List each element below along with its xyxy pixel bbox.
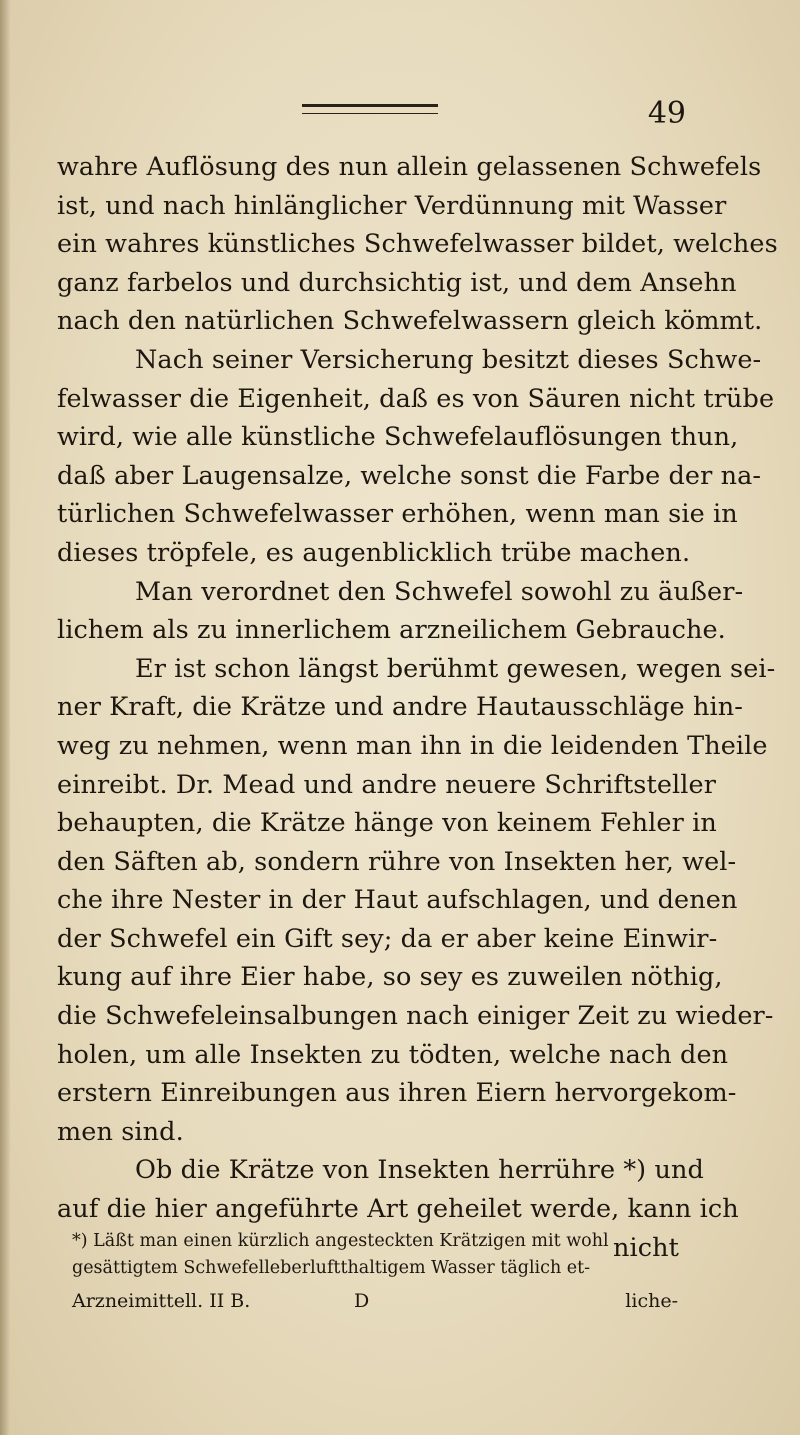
text-line: nach den natürlichen Schwefelwassern gleich kömmt.	[57, 306, 763, 337]
text-line: ist, und nach hinlänglicher Verdünnung mit Wasser	[57, 190, 727, 221]
text-line: auf die hier angeführte Art geheilet werde, kann ich	[57, 1194, 739, 1225]
text-line: Man verordnet den Schwefel sowohl zu äußer-	[135, 576, 744, 607]
text-line: der Schwefel ein Gift sey; da er aber keine Einwir-	[57, 923, 718, 954]
text-line: einreibt. Dr. Mead und andre neuere Schriftsteller	[57, 769, 717, 800]
text-line: türlichen Schwefelwasser erhöhen, wenn man sie in	[57, 499, 738, 530]
signature-mark: D	[354, 1290, 370, 1312]
text-line: men sind.	[57, 1116, 184, 1147]
text-line: lichem als zu innerlichem arzneilichem Gebrauche.	[57, 615, 726, 646]
footnote	[72, 1228, 680, 1282]
text-line: Ob die Krätze von Insekten herrühre *) und	[135, 1155, 704, 1186]
signature-row	[72, 1284, 678, 1318]
footnote-catchword: liche-	[625, 1290, 678, 1312]
text-line: wahre Auflösung des nun allein gelassenen Schwefels	[57, 152, 762, 182]
header-rule	[302, 104, 438, 114]
text-line: ner Kraft, die Krätze und andre Hautausschläge hin-	[57, 692, 743, 723]
text-line: kung auf ihre Eier habe, so sey es zuweilen nöthig,	[57, 962, 723, 993]
text-line: die Schwefeleinsalbungen nach einiger Zeit zu wieder-	[57, 1001, 774, 1032]
text-line: holen, um alle Insekten zu tödten, welche nach den	[57, 1039, 729, 1070]
signature-title: Arzneimittell. II B.	[72, 1290, 251, 1312]
text-line: Er ist schon längst berühmt gewesen, wegen sei-	[135, 653, 776, 684]
text-line: behaupten, die Krätze hänge von keinem Fehler in	[57, 808, 717, 839]
text-line: daß aber Laugensalze, welche sonst die Farbe der na-	[57, 460, 762, 491]
text-line: Nach seiner Versicherung besitzt dieses Schwe-	[135, 344, 762, 375]
text-line: den Säften ab, sondern rühre von Insekten her, wel-	[57, 846, 737, 877]
page-number: 49	[647, 96, 686, 131]
text-line: ganz farbelos und durchsichtig ist, und dem Ansehn	[57, 267, 737, 298]
catchword: nicht	[612, 1232, 679, 1263]
text-line: che ihre Nester in der Haut aufschlagen, und denen	[57, 885, 738, 916]
text-line: weg zu nehmen, wenn man ihn in die leidenden Theile	[57, 730, 768, 761]
text-line: dieses tröpfele, es augenblicklich trübe machen.	[57, 537, 691, 568]
text-line: ein wahres künstliches Schwefelwasser bildet, welches	[57, 229, 778, 260]
page-gutter-edge	[0, 0, 10, 1435]
text-line: erstern Einreibungen aus ihren Eiern hervorgekom-	[57, 1078, 737, 1109]
footnote-line: gesättigtem Schwefelleberluftthaltigem Wasser täglich et-	[72, 1258, 591, 1278]
main-text	[57, 148, 778, 1267]
text-line: felwasser die Eigenheit, daß es von Säuren nicht trübe	[57, 383, 775, 414]
footnote-line: *) Läßt man einen kürzlich angesteckten Krätzigen mit wohl	[72, 1231, 609, 1251]
text-line: wird, wie alle künstliche Schwefelauflösungen thun,	[57, 422, 739, 453]
